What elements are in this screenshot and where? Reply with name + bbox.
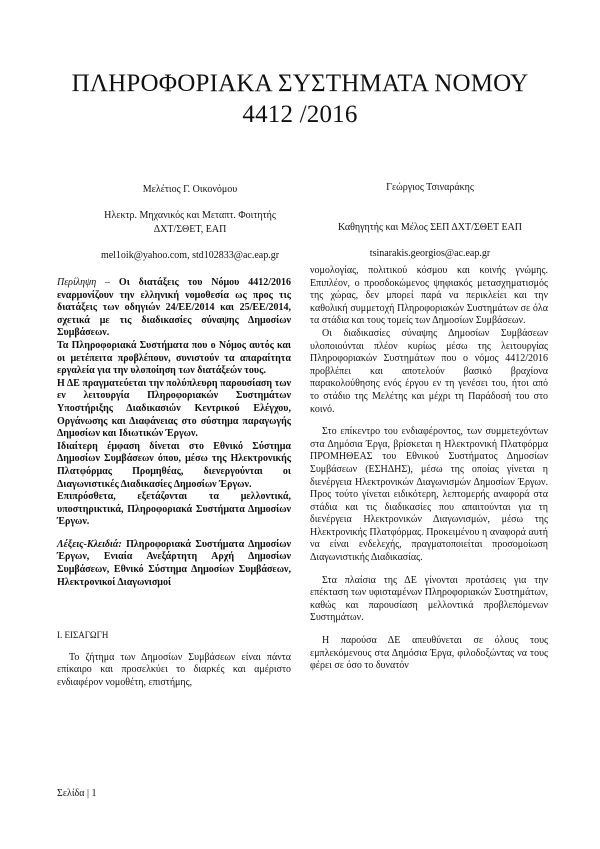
keywords-label: Λέξεις-Κλειδιά: — [57, 538, 122, 550]
body-paragraph: Η παρούσα ΔΕ απευθύνεται σε όλους τους εμπλεκόμενους στα Δημόσια Έργα, φιλοδοξώντας να τους φέρει σε όσο το δυνατόν — [310, 635, 548, 672]
body-paragraph: Στο επίκεντρο του ενδιαφέροντος, των συμμετεχόντων στα Δημόσια Έργα, βρίσκεται η Ηλεκτρονική Πλατφόρμα ΠΡΟΜΗΘΕΑΣ του Εθνικού Συστήματος Δημοσίων Συμβάσεων (ΕΣΗΔΗΣ), μέσω της οποίας γίνεται η διενέργεια Ηλεκτρονικών Διαγωνισμών Δημοσίων Έργων. Προς τούτο γίνεται ειδικότερη, λεπτομερής αναφορά στα στάδια και τις διαδικασίες που απαιτούνται για τη διενέργεια Ηλεκτρονικών Διαγωνισμών, μέσω της Ηλεκτρονικής Πλατφόρμας. Προκειμένου η αναφορά αυτή να είναι ενδελεχής, πραγματοποιείται προσομοίωση Διαγωνιστικής Διαδικασίας. — [310, 426, 548, 564]
author-block-2 — [300, 181, 560, 261]
title-line-1: ΠΛΗΡΟΦΟΡΙΑΚΑ ΣΥΣΤΗΜΑΤΑ ΝΟΜΟΥ — [71, 70, 529, 97]
abstract-paragraph-4: Ιδιαίτερη έμφαση δίνεται στο Εθνικό Σύστημα Δημοσίων Συμβάσεων όπου, μέσω της Ηλεκτρονικής Πλατφόρμας Προμηθέας, διενεργούνται οι Διαγωνιστικές Διαδικασίες Δημοσίων Έργων. — [57, 440, 291, 490]
body-paragraph: Στα πλαίσια της ΔΕ γίνονται προτάσεις για την επέκταση των υφισταμένων Πληροφοριακών Συστημάτων, καθώς και παρουσίαση μελλοντικά προβλεπόμενων Συστημάτων. — [310, 574, 548, 624]
author-email: mel1oik@yahoo.com, std102833@ac.eap.gr — [100, 250, 280, 261]
abstract-paragraph-2: Τα Πληροφοριακά Συστήματα που ο Νόμος αυτός και οι μετέπειτα προβλέπουν, συνιστούν τα απαραίτητα εργαλεία για την υλοποίηση των διατάξεών τους. — [57, 339, 291, 377]
title-line-2: 4412 /2016 — [242, 101, 358, 128]
author-name: Μελέτιος Γ. Οικονόμου — [142, 184, 238, 195]
author-email: tsinarakis.georgios@ac.eap.gr — [369, 248, 491, 259]
abstract-paragraph-3: Η ΔΕ πραγματεύεται την πολύπλευρη παρουσίαση των εν λειτουργία Πληροφοριακών Συστημάτων Υποστήριξης Διαδικασιών Κεντρικού Ελέγχου, Οργάνωσης και Διαφάνειας στο σύστημα παραγωγής Δημοσίων και Ιδιωτικών Έργων. — [57, 377, 291, 440]
abstract-text: Οι διατάξεις του Νόμου 4412/2016 εναρμονίζουν την ελληνική νομοθεσία ως προς τις διατάξεις των οδηγιών 24/ΕΕ/2014 και 25/ΕΕ/2014, σχετικά με τις διαδικασίες σύναψης Δημοσίων Συμβάσεων. — [57, 277, 291, 339]
right-column — [310, 265, 548, 673]
keywords — [57, 539, 291, 589]
section-heading: I. ΕΙΣΑΓΩΓΗ — [57, 630, 109, 641]
page-number-footer: Σελίδα | 1 — [57, 788, 97, 799]
author-name: Γεώργιος Τσιναράκης — [386, 182, 474, 193]
body-paragraph: νομολογίας, πολιτικού κόσμου και κοινής γνώμης. Επιπλέον, ο προσδοκώμενος ψηφιακός μετασχηματισμός της χώρας, δεν μπορεί παρά να περικλείει και την καθολική συμμετοχή Πληροφοριακών Συστημάτων σε όλα τα στάδια και τους τομείς των Δημοσίων Συμβάσεων. — [310, 265, 548, 327]
body-paragraph: Οι διαδικασίες σύναψης Δημοσίων Συμβάσεων υλοποιούνται πλέον κυρίως μέσω της λειτουργίας Πληροφοριακών Συστημάτων που ο νόμος 4412/2016 προβλέπει και αποτελούν βασικό βραχίονα παρακολούθησης ενός έργου εν τη γενέσει του, ήτοι από το στάδιο της Μελέτης και μέχρι τη Παράδοσή του στο κοινό. — [310, 327, 548, 415]
keywords-text: Πληροφοριακά Συστήματα Δημοσίων Έργων, Ενιαία Ανεξάρτητη Αρχή Δημοσίων Συμβάσεων, Εθνικό Σύστημα Δημοσίων Συμβάσεων, Ηλεκτρονικοί Διαγωνισμοί — [57, 538, 292, 588]
author-affiliation: Ηλεκτρ. Μηχανικός και Μεταπτ. Φοιτητής — [104, 210, 276, 221]
left-column — [57, 277, 291, 690]
abstract-label: Περίληψη – — [57, 277, 111, 288]
paper-title — [40, 68, 560, 130]
author-block-1 — [60, 183, 320, 263]
author-affiliation: Καθηγητής και Μέλος ΣΕΠ ΔΧΤ/ΣΘΕΤ ΕΑΠ — [337, 222, 522, 233]
abstract-paragraph-1 — [57, 277, 291, 340]
author-affiliation-2: ΔΧΤ/ΣΘΕΤ, ΕΑΠ — [153, 224, 227, 235]
body-paragraph: Το ζήτημα των Δημοσίων Συμβάσεων είναι πάντα επίκαιρο και προσελκύει το διαρκές και αμέριστο ενδιαφέρον νομοθέτη, επιστήμης, — [57, 651, 291, 689]
abstract-paragraph-5: Επιπρόσθετα, εξετάζονται τα μελλοντικά, υποστηρικτικά, Πληροφοριακά Συστήματα Δημοσίων Έργων. — [57, 491, 291, 528]
